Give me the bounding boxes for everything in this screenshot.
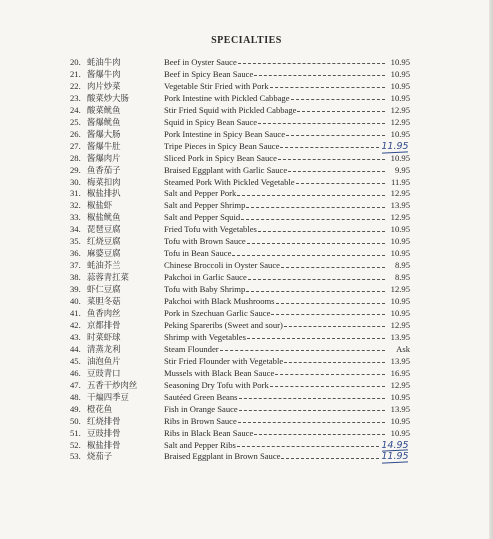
item-english-name: Stir Fried Squid with Pickled Cabbage bbox=[164, 104, 297, 115]
item-number: 26. bbox=[70, 128, 81, 139]
item-number: 21. bbox=[70, 68, 81, 79]
item-number: 28. bbox=[70, 152, 81, 163]
dot-leader bbox=[237, 195, 385, 196]
menu-item bbox=[70, 332, 410, 344]
menu-item bbox=[70, 368, 410, 380]
item-price: 12.95 bbox=[390, 284, 410, 295]
dot-leader bbox=[238, 422, 385, 423]
item-chinese-name: 蚝油牛肉 bbox=[87, 57, 121, 67]
item-price: 12.95 bbox=[390, 104, 410, 115]
item-chinese-name: 椒盐排骨 bbox=[87, 439, 121, 450]
menu-item bbox=[70, 81, 410, 93]
menu-item bbox=[70, 308, 410, 320]
item-price: 10.95 bbox=[390, 92, 410, 103]
dot-leader bbox=[276, 303, 385, 304]
item-number: 49. bbox=[70, 403, 81, 414]
item-price: 13.95 bbox=[390, 331, 410, 342]
item-english-name: Chinese Broccoli in Oyster Sauce bbox=[164, 260, 280, 271]
item-number: 25. bbox=[70, 116, 81, 127]
item-english-name: Seasoning Dry Tofu with Pork bbox=[164, 379, 269, 390]
dot-leader bbox=[280, 147, 379, 148]
item-english-name: Tofu with Baby Shrimp bbox=[164, 284, 246, 295]
dot-leader bbox=[275, 374, 385, 375]
item-chinese-name: 椒盐虾 bbox=[87, 200, 113, 211]
item-price: 11.95 bbox=[390, 176, 410, 187]
dot-leader bbox=[278, 159, 385, 160]
menu-item bbox=[70, 224, 410, 236]
menu-item bbox=[70, 404, 410, 416]
dot-leader bbox=[232, 255, 385, 256]
item-chinese-name: 橙花鱼 bbox=[87, 403, 113, 414]
item-english-name: Salt and Pepper Ribs bbox=[164, 439, 236, 450]
item-english-name: Mussels with Black Bean Sauce bbox=[164, 367, 275, 378]
item-price: 12.95 bbox=[390, 212, 410, 223]
dot-leader bbox=[288, 171, 385, 172]
item-chinese-name: 红烧豆腐 bbox=[87, 236, 121, 247]
dot-leader bbox=[297, 111, 385, 112]
item-english-name: Beef in Oyster Sauce bbox=[164, 57, 237, 67]
dot-leader bbox=[246, 207, 385, 208]
menu-item bbox=[70, 380, 410, 392]
handwritten-price: 14.95 bbox=[381, 439, 409, 451]
item-price: 10.95 bbox=[390, 152, 410, 163]
item-english-name: Ribs in Black Bean Sauce bbox=[164, 427, 254, 438]
item-price: 10.95 bbox=[390, 224, 410, 235]
item-english-name: Beef in Spicy Bean Sauce bbox=[164, 68, 254, 79]
menu-item bbox=[70, 188, 410, 200]
dot-leader bbox=[220, 350, 385, 351]
item-number: 20. bbox=[70, 57, 81, 67]
item-english-name: Stir Fried Flounder with Vegetable bbox=[164, 355, 284, 366]
dot-leader bbox=[254, 434, 385, 435]
item-number: 38. bbox=[70, 272, 81, 283]
item-price: 13.95 bbox=[390, 200, 410, 211]
item-number: 40. bbox=[70, 296, 81, 307]
item-number: 36. bbox=[70, 248, 81, 259]
dot-leader bbox=[281, 458, 379, 459]
dot-leader bbox=[271, 314, 385, 315]
menu-item bbox=[70, 356, 410, 368]
menu-item bbox=[70, 440, 410, 452]
menu-item bbox=[70, 69, 410, 81]
item-number: 52. bbox=[70, 439, 81, 450]
item-number: 48. bbox=[70, 391, 81, 402]
item-chinese-name: 酱爆牛肉 bbox=[87, 68, 121, 79]
item-english-name: Pork Intestine in Spicy Bean Sauce bbox=[164, 128, 286, 139]
dot-leader bbox=[246, 291, 385, 292]
item-english-name: Tofu with Brown Sauce bbox=[164, 236, 246, 247]
item-number: 31. bbox=[70, 188, 81, 199]
dot-leader bbox=[248, 279, 385, 280]
dot-leader bbox=[247, 338, 385, 339]
item-number: 42. bbox=[70, 319, 81, 330]
menu-item bbox=[70, 344, 410, 356]
item-english-name: Steamed Pork With Pickled Vegetable bbox=[164, 176, 295, 187]
item-chinese-name: 酱爆牛肚 bbox=[87, 140, 121, 151]
dot-leader bbox=[237, 446, 379, 447]
item-number: 27. bbox=[70, 140, 81, 151]
dot-leader bbox=[258, 231, 385, 232]
menu-item bbox=[70, 57, 410, 69]
item-number: 30. bbox=[70, 176, 81, 187]
item-number: 37. bbox=[70, 260, 81, 271]
item-chinese-name: 清蒸龙利 bbox=[87, 343, 121, 354]
item-price: 10.95 bbox=[390, 308, 410, 319]
menu-list bbox=[70, 57, 410, 463]
item-price: 10.95 bbox=[390, 248, 410, 259]
dot-leader bbox=[284, 362, 385, 363]
item-chinese-name: 干煸四季豆 bbox=[87, 391, 129, 402]
menu-item bbox=[70, 296, 410, 308]
item-number: 22. bbox=[70, 80, 81, 91]
item-chinese-name: 酸菜鱿鱼 bbox=[87, 104, 121, 115]
item-chinese-name: 油泡鱼片 bbox=[87, 355, 121, 366]
menu-item bbox=[70, 272, 410, 284]
handwritten-price: 11.95 bbox=[381, 140, 409, 152]
menu-item bbox=[70, 105, 410, 117]
item-chinese-name: 琵琶豆腐 bbox=[87, 224, 121, 235]
item-price: 12.95 bbox=[390, 116, 410, 127]
item-english-name: Ribs in Brown Sauce bbox=[164, 415, 237, 426]
dot-leader bbox=[284, 326, 385, 327]
dot-leader bbox=[270, 87, 385, 88]
item-number: 44. bbox=[70, 343, 81, 354]
menu-item bbox=[70, 129, 410, 141]
item-number: 24. bbox=[70, 104, 81, 115]
item-chinese-name: 酱爆鱿鱼 bbox=[87, 116, 121, 127]
item-english-name: Peking Spareribs (Sweet and sour) bbox=[164, 319, 283, 330]
menu-item bbox=[70, 416, 410, 428]
item-english-name: Tofu in Bean Sauce bbox=[164, 248, 232, 259]
item-chinese-name: 梅菜扣肉 bbox=[87, 176, 121, 187]
item-number: 41. bbox=[70, 308, 81, 319]
dot-leader bbox=[239, 410, 385, 411]
item-english-name: Braised Eggplant in Brown Sauce bbox=[164, 451, 281, 462]
handwritten-price: 11.95 bbox=[381, 451, 409, 463]
item-chinese-name: 椒盐鱿鱼 bbox=[87, 212, 121, 223]
item-chinese-name: 烧茄子 bbox=[87, 451, 113, 462]
item-price: 12.95 bbox=[390, 379, 410, 390]
item-chinese-name: 豆豉排骨 bbox=[87, 427, 121, 438]
page-edge bbox=[489, 0, 493, 539]
menu-item bbox=[70, 177, 410, 189]
dot-leader bbox=[291, 99, 385, 100]
dot-leader bbox=[254, 75, 385, 76]
item-chinese-name: 菜胆冬菇 bbox=[87, 296, 121, 307]
item-english-name: Pork in Szechuan Garlic Sauce bbox=[164, 308, 271, 319]
item-price: 10.95 bbox=[390, 296, 410, 307]
item-price: 10.95 bbox=[390, 128, 410, 139]
item-price: 10.95 bbox=[390, 415, 410, 426]
dot-leader bbox=[247, 243, 385, 244]
menu-item bbox=[70, 236, 410, 248]
item-chinese-name: 蚝油芥兰 bbox=[87, 260, 121, 271]
item-price: 16.95 bbox=[390, 367, 410, 378]
item-chinese-name: 椒盐排扒 bbox=[87, 188, 121, 199]
item-number: 39. bbox=[70, 284, 81, 295]
item-english-name: Fried Tofu with Vegetables bbox=[164, 224, 257, 235]
item-english-name: Sautéed Green Beans bbox=[164, 391, 238, 402]
item-english-name: Pork Intestine with Pickled Cabbage bbox=[164, 92, 290, 103]
item-chinese-name: 酱爆肉片 bbox=[87, 152, 121, 163]
item-price: 10.95 bbox=[390, 68, 410, 79]
item-chinese-name: 麻婆豆腐 bbox=[87, 248, 121, 259]
page-title: SPECIALTIES bbox=[211, 35, 282, 46]
item-english-name: Sliced Pork in Spicy Bean Sauce bbox=[164, 152, 277, 163]
item-english-name: Fish in Orange Sauce bbox=[164, 403, 238, 414]
item-number: 46. bbox=[70, 367, 81, 378]
item-chinese-name: 酸菜炒大肠 bbox=[87, 92, 129, 103]
item-price: 10.95 bbox=[390, 427, 410, 438]
item-english-name: Steam Flounder bbox=[164, 343, 219, 354]
item-english-name: Vegetable Stir Fried with Pork bbox=[164, 80, 269, 91]
item-number: 51. bbox=[70, 427, 81, 438]
item-english-name: Braised Eggplant with Garlic Sauce bbox=[164, 164, 288, 175]
menu-item bbox=[70, 248, 410, 260]
menu-item bbox=[70, 320, 410, 332]
item-english-name: Pakchoi in Garlic Sauce bbox=[164, 272, 247, 283]
dot-leader bbox=[238, 63, 385, 64]
item-english-name: Salt and Pepper Pork bbox=[164, 188, 237, 199]
item-chinese-name: 豆豉青口 bbox=[87, 367, 121, 378]
item-price: 10.95 bbox=[390, 391, 410, 402]
item-number: 47. bbox=[70, 379, 81, 390]
menu-item bbox=[70, 392, 410, 404]
item-chinese-name: 蒜蓉青扛菜 bbox=[87, 272, 129, 283]
item-english-name: Tripe Pieces in Spicy Bean Sauce bbox=[164, 140, 280, 151]
item-price: 8.95 bbox=[394, 272, 410, 283]
item-price: 12.95 bbox=[390, 319, 410, 330]
menu-item bbox=[70, 284, 410, 296]
item-english-name: Pakchoi with Black Mushrooms bbox=[164, 296, 275, 307]
menu-item bbox=[70, 141, 410, 153]
item-number: 34. bbox=[70, 224, 81, 235]
item-number: 50. bbox=[70, 415, 81, 426]
item-number: 43. bbox=[70, 331, 81, 342]
menu-item bbox=[70, 260, 410, 272]
item-number: 35. bbox=[70, 236, 81, 247]
item-english-name: Squid in Spicy Bean Sauce bbox=[164, 116, 258, 127]
dot-leader bbox=[270, 386, 385, 387]
item-chinese-name: 肉片炒菜 bbox=[87, 80, 121, 91]
item-english-name: Salt and Pepper Squid bbox=[164, 212, 241, 223]
item-chinese-name: 鱼香肉丝 bbox=[87, 308, 121, 319]
item-chinese-name: 红烧排骨 bbox=[87, 415, 121, 426]
item-english-name: Shrimp with Vegetables bbox=[164, 331, 246, 342]
menu-item bbox=[70, 165, 410, 177]
item-price: 10.95 bbox=[390, 57, 410, 67]
item-number: 32. bbox=[70, 200, 81, 211]
menu-item bbox=[70, 200, 410, 212]
dot-leader bbox=[281, 267, 385, 268]
item-price: 13.95 bbox=[390, 403, 410, 414]
item-number: 53. bbox=[70, 451, 81, 462]
item-price: Ask bbox=[396, 343, 410, 354]
item-chinese-name: 京都排骨 bbox=[87, 319, 121, 330]
item-price: 8.95 bbox=[394, 260, 410, 271]
menu-item bbox=[70, 212, 410, 224]
dot-leader bbox=[296, 183, 385, 184]
item-number: 45. bbox=[70, 355, 81, 366]
item-price: 10.95 bbox=[390, 236, 410, 247]
menu-item bbox=[70, 451, 410, 463]
menu-item bbox=[70, 93, 410, 105]
item-chinese-name: 时菜虾球 bbox=[87, 331, 121, 342]
item-price: 13.95 bbox=[390, 355, 410, 366]
item-price: 12.95 bbox=[390, 188, 410, 199]
dot-leader bbox=[286, 135, 385, 136]
menu-item bbox=[70, 117, 410, 129]
dot-leader bbox=[258, 123, 385, 124]
item-english-name: Salt and Pepper Shrimp bbox=[164, 200, 246, 211]
menu-item bbox=[70, 428, 410, 440]
item-number: 33. bbox=[70, 212, 81, 223]
menu-item bbox=[70, 153, 410, 165]
dot-leader bbox=[239, 398, 386, 399]
item-number: 29. bbox=[70, 164, 81, 175]
item-chinese-name: 五香干炒肉丝 bbox=[87, 379, 138, 390]
item-price: 10.95 bbox=[390, 80, 410, 91]
item-chinese-name: 虾仁豆腐 bbox=[87, 284, 121, 295]
item-chinese-name: 鱼香茄子 bbox=[87, 164, 121, 175]
item-number: 23. bbox=[70, 92, 81, 103]
item-price: 9.95 bbox=[394, 164, 410, 175]
item-chinese-name: 酱爆大肠 bbox=[87, 128, 121, 139]
dot-leader bbox=[241, 219, 385, 220]
